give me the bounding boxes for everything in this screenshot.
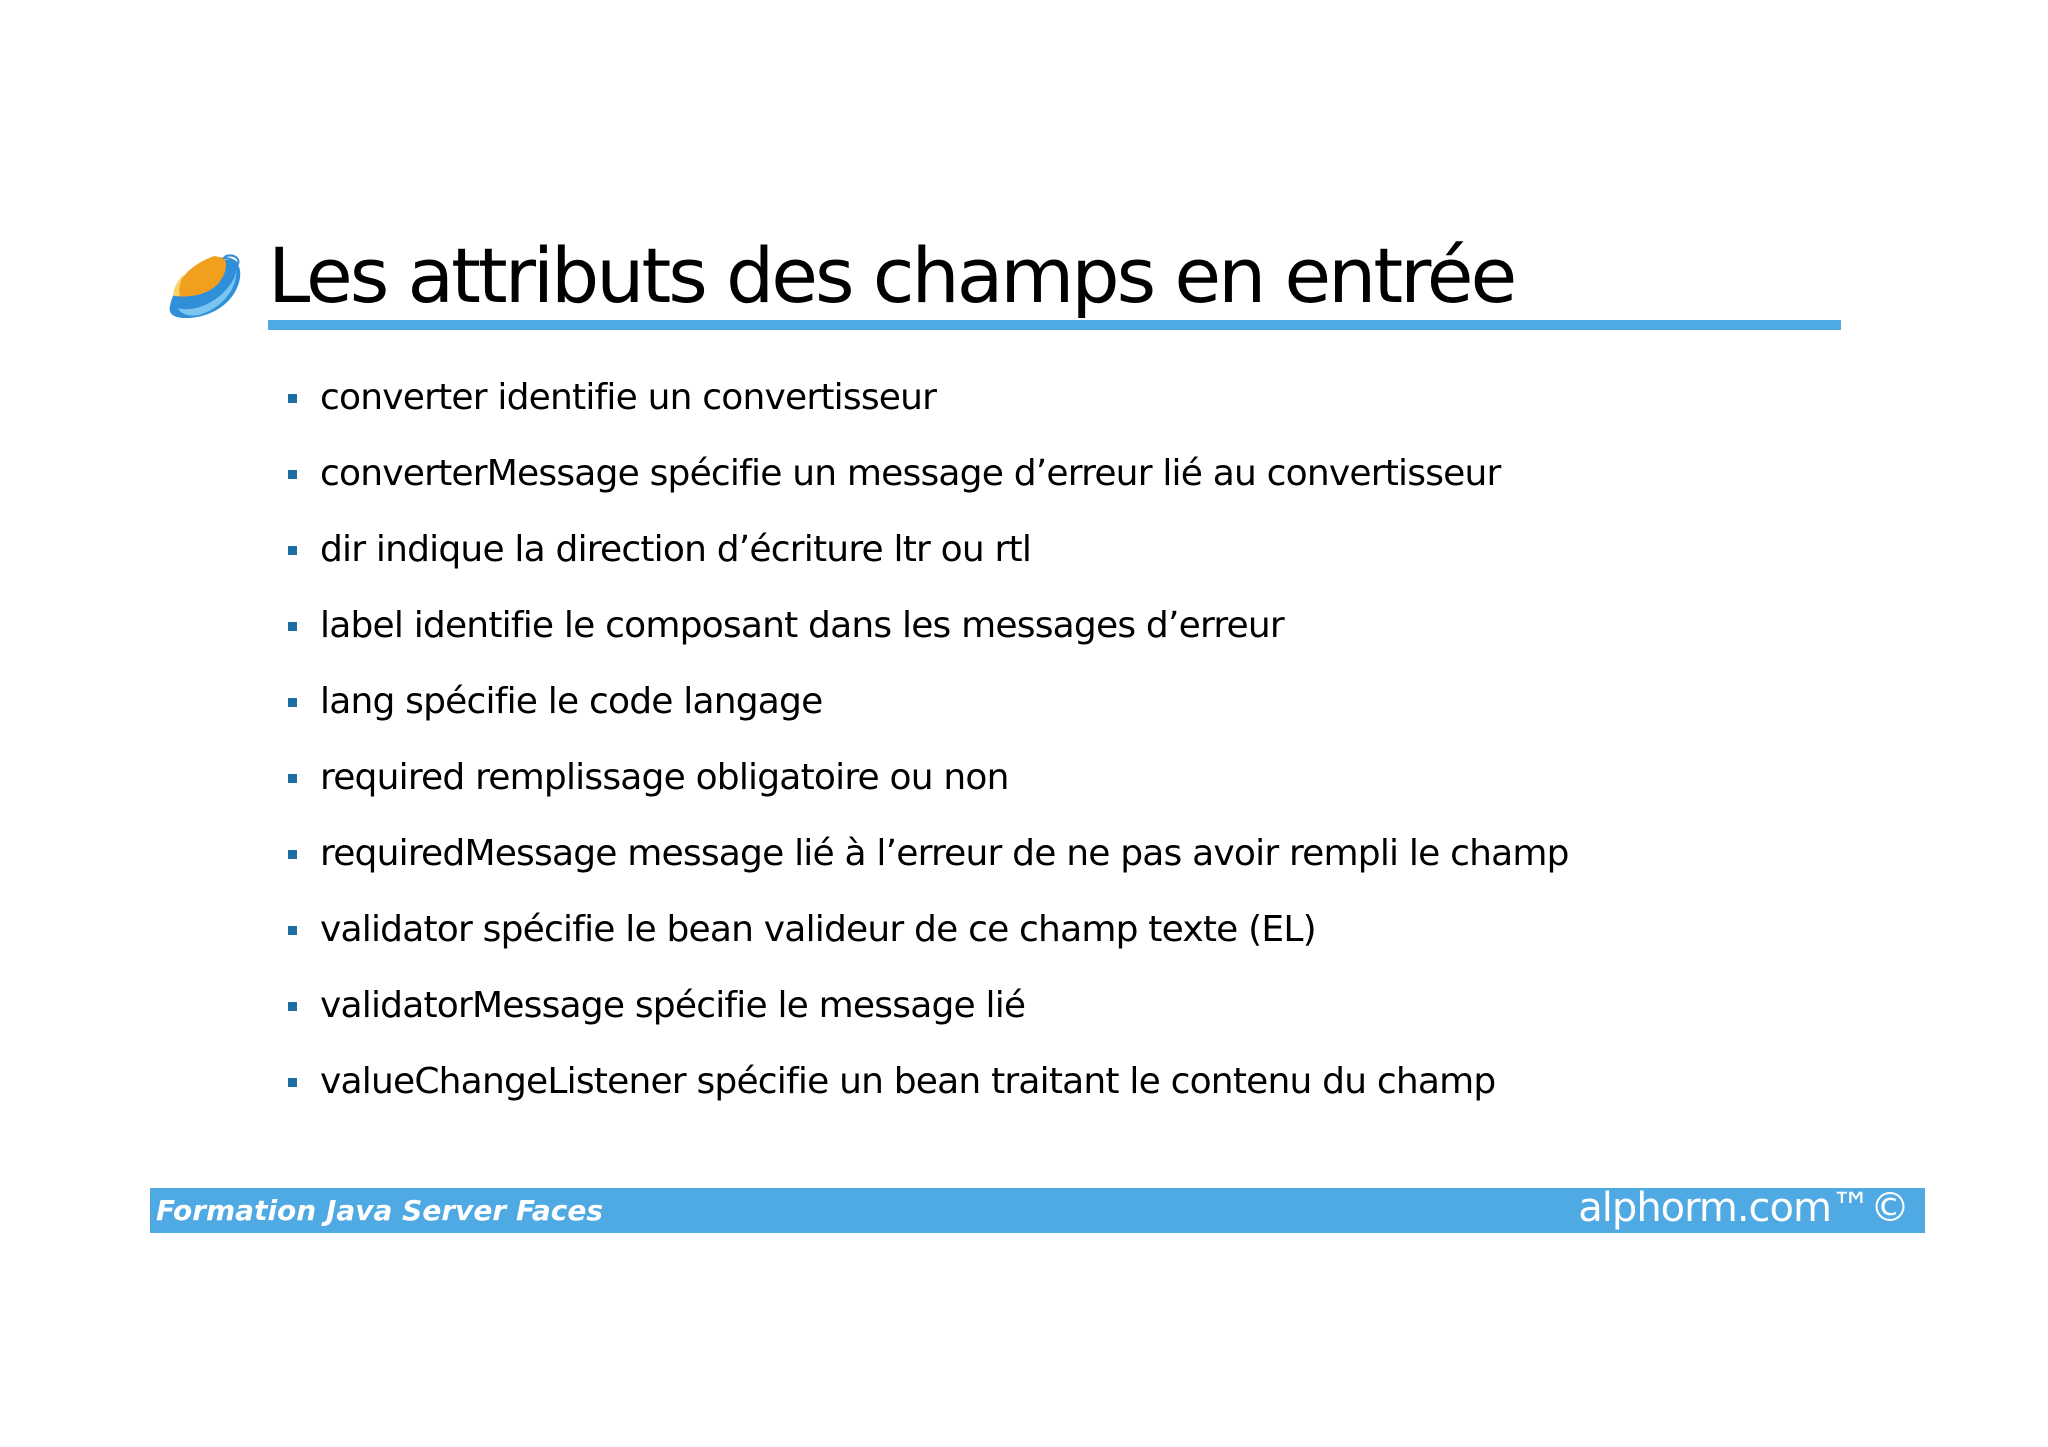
bullet-item bbox=[288, 674, 1569, 750]
bullet-list bbox=[288, 370, 1569, 1130]
bullet-text: converterMessage spécifie un message d’erreur lié au convertisseur bbox=[320, 453, 1501, 494]
bullet-text: requiredMessage message lié à l’erreur de ne pas avoir rempli le champ bbox=[320, 833, 1569, 874]
bullet-item bbox=[288, 750, 1569, 826]
title-underline bbox=[268, 320, 1841, 330]
bullet-item bbox=[288, 902, 1569, 978]
bullet-item bbox=[288, 1054, 1569, 1130]
bullet-item bbox=[288, 446, 1569, 522]
footer-brand: alphorm.com™© bbox=[1578, 1185, 1909, 1231]
square-bullet-icon bbox=[288, 546, 297, 555]
square-bullet-icon bbox=[288, 926, 297, 935]
square-bullet-icon bbox=[288, 850, 297, 859]
bullet-text: dir indique la direction d’écriture ltr ou rtl bbox=[320, 529, 1032, 570]
square-bullet-icon bbox=[288, 622, 297, 631]
bullet-text: valueChangeListener spécifie un bean traitant le contenu du champ bbox=[320, 1061, 1496, 1102]
alphorm-swirl-logo-icon bbox=[164, 244, 246, 322]
square-bullet-icon bbox=[288, 698, 297, 707]
square-bullet-icon bbox=[288, 1078, 297, 1087]
bullet-item bbox=[288, 522, 1569, 598]
bullet-text: lang spécifie le code langage bbox=[320, 681, 823, 722]
square-bullet-icon bbox=[288, 1002, 297, 1011]
bullet-text: converter identifie un convertisseur bbox=[320, 377, 937, 418]
square-bullet-icon bbox=[288, 394, 297, 403]
bullet-item bbox=[288, 598, 1569, 674]
bullet-text: required remplissage obligatoire ou non bbox=[320, 757, 1009, 798]
slide-title: Les attributs des champs en entrée bbox=[268, 231, 1515, 320]
bullet-text: validatorMessage spécifie le message lié bbox=[320, 985, 1026, 1026]
bullet-text: label identifie le composant dans les messages d’erreur bbox=[320, 605, 1284, 646]
footer-bar bbox=[150, 1185, 1925, 1233]
square-bullet-icon bbox=[288, 774, 297, 783]
footer-course-title: Formation Java Server Faces bbox=[156, 1194, 604, 1227]
square-bullet-icon bbox=[288, 470, 297, 479]
bullet-item bbox=[288, 826, 1569, 902]
bullet-item bbox=[288, 370, 1569, 446]
bullet-text: validator spécifie le bean valideur de ce champ texte (EL) bbox=[320, 909, 1316, 950]
bullet-item bbox=[288, 978, 1569, 1054]
